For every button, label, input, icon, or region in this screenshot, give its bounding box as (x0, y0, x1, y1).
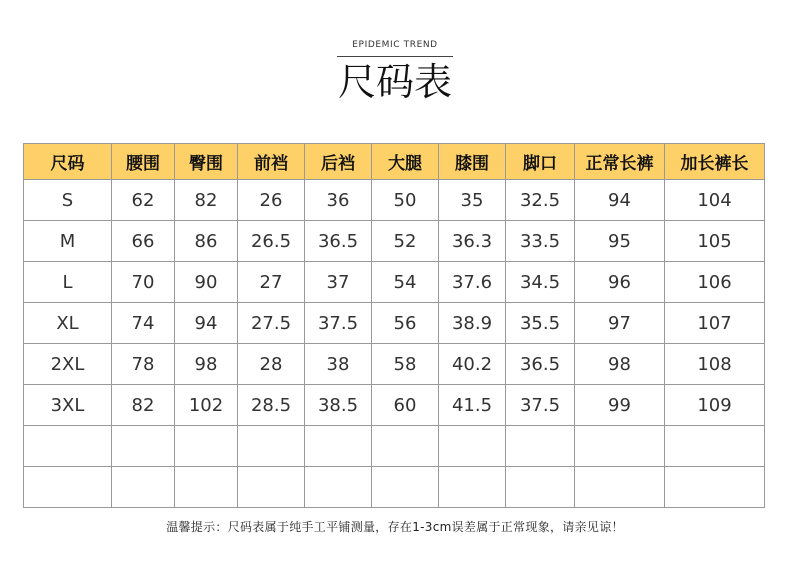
measurement-cell: 102 (175, 385, 238, 426)
measurement-cell: 94 (575, 180, 665, 221)
empty-cell (575, 467, 665, 508)
measurement-cell: 56 (372, 303, 439, 344)
empty-cell (175, 426, 238, 467)
column-header: 臀围 (175, 144, 238, 180)
table-header-row (24, 144, 765, 180)
measurement-cell: 97 (575, 303, 665, 344)
measurement-cell: 82 (175, 180, 238, 221)
measurement-cell: 86 (175, 221, 238, 262)
table-row (24, 303, 765, 344)
size-cell: S (24, 180, 112, 221)
empty-cell (24, 467, 112, 508)
measurement-cell: 96 (575, 262, 665, 303)
measurement-cell: 38.9 (439, 303, 506, 344)
measurement-cell: 38.5 (305, 385, 372, 426)
empty-cell (372, 467, 439, 508)
size-cell: M (24, 221, 112, 262)
measurement-cell: 50 (372, 180, 439, 221)
column-header: 正常长裤 (575, 144, 665, 180)
column-header: 后裆 (305, 144, 372, 180)
empty-table-row (24, 426, 765, 467)
measurement-cell: 40.2 (439, 344, 506, 385)
column-header: 腰围 (112, 144, 175, 180)
measurement-cell: 94 (175, 303, 238, 344)
table-row (24, 262, 765, 303)
measurement-cell: 28.5 (238, 385, 305, 426)
measurement-cell: 41.5 (439, 385, 506, 426)
empty-table-row (24, 467, 765, 508)
size-cell: L (24, 262, 112, 303)
column-header: 尺码 (24, 144, 112, 180)
table-row (24, 180, 765, 221)
measurement-cell: 70 (112, 262, 175, 303)
empty-cell (112, 426, 175, 467)
table-body (24, 180, 765, 508)
measurement-cell: 104 (665, 180, 765, 221)
measurement-cell: 27.5 (238, 303, 305, 344)
measurement-cell: 37.5 (305, 303, 372, 344)
empty-cell (665, 426, 765, 467)
measurement-cell: 35.5 (506, 303, 575, 344)
empty-cell (439, 426, 506, 467)
measurement-cell: 62 (112, 180, 175, 221)
measurement-cell: 35 (439, 180, 506, 221)
measurement-cell: 95 (575, 221, 665, 262)
empty-cell (665, 467, 765, 508)
size-cell: 3XL (24, 385, 112, 426)
column-header: 加长裤长 (665, 144, 765, 180)
measurement-cell: 82 (112, 385, 175, 426)
measurement-cell: 66 (112, 221, 175, 262)
measurement-cell: 36.5 (506, 344, 575, 385)
empty-cell (112, 467, 175, 508)
page-title: 尺码表 (337, 60, 452, 104)
page-subtitle: EPIDEMIC TREND (352, 40, 438, 50)
measurement-cell: 27 (238, 262, 305, 303)
measurement-cell: 106 (665, 262, 765, 303)
measurement-cell: 58 (372, 344, 439, 385)
size-cell: XL (24, 303, 112, 344)
measurement-cell: 108 (665, 344, 765, 385)
page-header (0, 0, 790, 130)
size-table (23, 143, 765, 508)
empty-cell (175, 467, 238, 508)
measurement-cell: 38 (305, 344, 372, 385)
measurement-cell: 105 (665, 221, 765, 262)
empty-cell (506, 467, 575, 508)
empty-cell (238, 467, 305, 508)
column-header: 大腿 (372, 144, 439, 180)
empty-cell (506, 426, 575, 467)
measurement-cell: 26 (238, 180, 305, 221)
measurement-cell: 98 (175, 344, 238, 385)
empty-cell (24, 426, 112, 467)
measurement-cell: 52 (372, 221, 439, 262)
empty-cell (305, 426, 372, 467)
measurement-cell: 37.6 (439, 262, 506, 303)
measurement-cell: 26.5 (238, 221, 305, 262)
measurement-cell: 60 (372, 385, 439, 426)
measurement-cell: 90 (175, 262, 238, 303)
empty-cell (372, 426, 439, 467)
table-row (24, 385, 765, 426)
empty-cell (439, 467, 506, 508)
measurement-cell: 98 (575, 344, 665, 385)
measurement-cell: 32.5 (506, 180, 575, 221)
subtitle-divider (337, 56, 453, 57)
table-row (24, 344, 765, 385)
measurement-cell: 109 (665, 385, 765, 426)
measurement-cell: 28 (238, 344, 305, 385)
column-header: 脚口 (506, 144, 575, 180)
measurement-cell: 99 (575, 385, 665, 426)
empty-cell (238, 426, 305, 467)
measurement-cell: 36.5 (305, 221, 372, 262)
measurement-cell: 37 (305, 262, 372, 303)
measurement-cell: 33.5 (506, 221, 575, 262)
measurement-cell: 36.3 (439, 221, 506, 262)
measurement-cell: 36 (305, 180, 372, 221)
size-cell: 2XL (24, 344, 112, 385)
empty-cell (575, 426, 665, 467)
measurement-cell: 107 (665, 303, 765, 344)
footer-note: 温馨提示：尺码表属于纯手工平铺测量，存在1-3cm误差属于正常现象，请亲见谅！ (166, 520, 624, 534)
table-row (24, 221, 765, 262)
measurement-cell: 74 (112, 303, 175, 344)
measurement-cell: 34.5 (506, 262, 575, 303)
measurement-cell: 78 (112, 344, 175, 385)
column-header: 膝围 (439, 144, 506, 180)
measurement-cell: 37.5 (506, 385, 575, 426)
column-header: 前裆 (238, 144, 305, 180)
empty-cell (305, 467, 372, 508)
measurement-cell: 54 (372, 262, 439, 303)
